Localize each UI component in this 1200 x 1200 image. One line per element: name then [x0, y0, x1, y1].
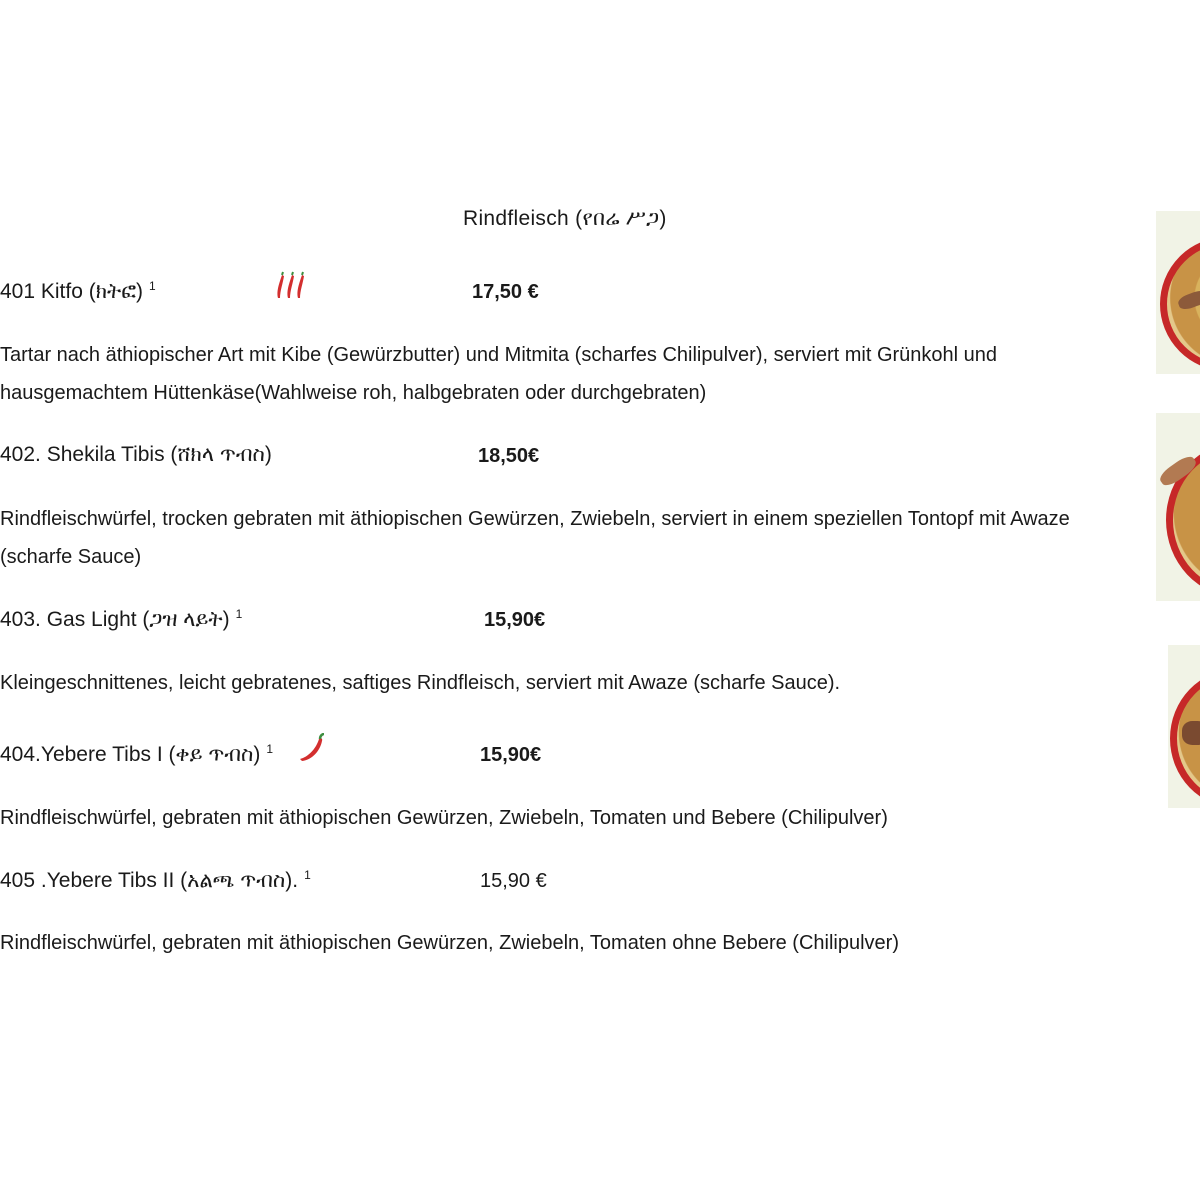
dish-photo: [1156, 211, 1200, 374]
menu-item-403-price: 15,90€: [484, 609, 546, 631]
dish-photo: [1156, 413, 1200, 601]
spicy-level-icons: [298, 733, 326, 768]
chili-icon: [298, 733, 326, 763]
menu-item-401-price: 17,50 €: [472, 281, 539, 303]
section-title: Rindfleisch (የበሬ ሥጋ): [463, 207, 667, 230]
dish-photo: [1168, 645, 1200, 808]
item-name-text: 405 .Yebere Tibs II (አልጫ ጥብስ).: [0, 869, 299, 892]
footnote-marker: 1: [304, 868, 311, 882]
spicy-level-icons: [273, 271, 307, 306]
menu-item-402-description: Rindfleischwürfel, trocken gebraten mit äthiopischen Gewürzen, Zwiebeln, serviert in einem speziellen Tontopf mit Awaze (scharfe Sauce): [0, 508, 1070, 568]
footnote-marker: 1: [266, 742, 274, 756]
menu-item-405-description: Rindfleischwürfel, gebraten mit äthiopischen Gewürzen, Zwiebeln, Tomaten ohne Bebere (Chilipulver): [0, 932, 899, 954]
menu-item-402-price: 18,50€: [478, 445, 540, 467]
menu-item-404-price: 15,90€: [480, 744, 542, 766]
footnote-marker: 1: [148, 279, 156, 293]
menu-item-404-description: Rindfleischwürfel, gebraten mit äthiopischen Gewürzen, Zwiebeln, Tomaten und Bebere (Chilipulver): [0, 807, 888, 829]
menu-item-401-name: [0, 279, 156, 304]
footnote-marker: 1: [235, 607, 243, 621]
menu-item-405-name: [0, 868, 311, 893]
menu-item-403-name: [0, 607, 242, 632]
menu-item-402-name: [0, 443, 272, 467]
menu-item-405-price: 15,90 €: [480, 870, 547, 892]
menu-item-403-description: Kleingeschnittenes, leicht gebratenes, saftiges Rindfleisch, serviert mit Awaze (scharfe Sauce).: [0, 672, 841, 694]
item-name-text: 403. Gas Light (ጋዝ ላይት): [0, 608, 230, 631]
menu-item-401-description: Tartar nach äthiopischer Art mit Kibe (Gewürzbutter) und Mitmita (scharfes Chilipulver), serviert mit Grünkohl und hausgemachtem Hüttenkäse(Wahlweise roh, halbgebraten oder durchgebraten): [0, 344, 998, 404]
item-name-text: 404.Yebere Tibs I (ቀይ ጥብስ): [0, 743, 261, 766]
menu-item-404-name: [0, 742, 273, 767]
chili-icon: [273, 271, 307, 301]
item-name-text: 402. Shekila Tibis (ሸክላ ጥብስ): [0, 443, 272, 466]
item-name-text: 401 Kitfo (ክትፎ): [0, 280, 143, 303]
